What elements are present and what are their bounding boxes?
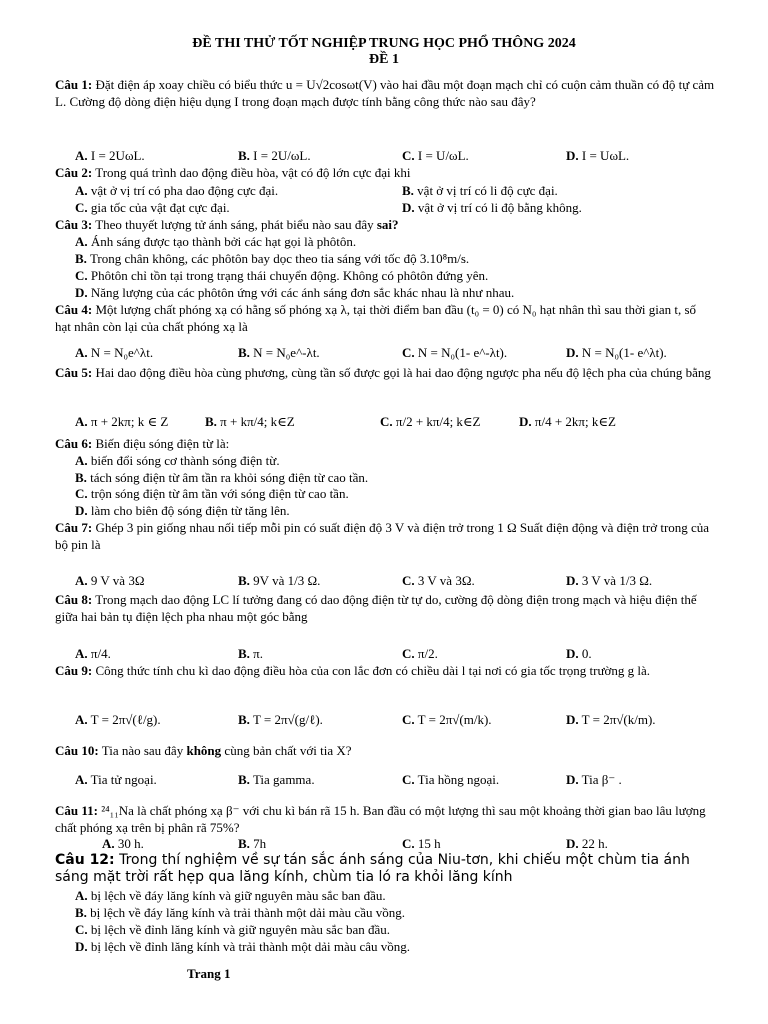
option-b[interactable]: B. π.: [238, 646, 263, 661]
option-c[interactable]: C. trộn sóng điện từ âm tần với sóng điện từ cao tần.: [75, 486, 349, 501]
option-d[interactable]: D. T = 2π√(k/m).: [566, 712, 656, 727]
question-text: Ghép 3 pin giống nhau nối tiếp mỗi pin có suất điện độ 3 V và điện trở trong 1 Ω Suất điện động và điện trở trong của bộ pin là: [55, 520, 710, 552]
option-a[interactable]: A. 9 V và 3Ω: [75, 573, 145, 588]
question-label: Câu 5:: [55, 365, 93, 380]
particle: β⁻: [225, 803, 240, 818]
option-d[interactable]: D. Năng lượng của các phôtôn ứng với các ánh sáng đơn sắc khác nhau là như nhau.: [75, 285, 515, 300]
option-a[interactable]: A. Ánh sáng được tạo thành bởi các hạt gọi là phôtôn.: [75, 234, 357, 249]
question-11: [55, 802, 715, 836]
question-text: Trong thí nghiệm về sự tán sắc ánh sáng của Niu-tơn, khi chiếu một chùm tia ánh sáng mặt trời rất hẹp qua lăng kính, chùm tia ló ra khỏi lăng kính: [55, 852, 690, 885]
option-c[interactable]: C. bị lệch về đỉnh lăng kính và giữ nguyên màu sắc ban đầu.: [75, 922, 390, 937]
option-a[interactable]: A. 30 h.: [102, 836, 144, 851]
question-text: Trong quá trình dao động điều hòa, vật có độ lớn cực đại khi: [95, 165, 411, 180]
exam-title: ĐỀ THI THỬ TỐT NGHIỆP TRUNG HỌC PHỔ THÔNG 2024: [192, 36, 576, 51]
question-text: Đặt điện áp xoay chiều có biểu thức: [95, 77, 283, 92]
page-number: Trang 1: [187, 966, 231, 981]
option-b[interactable]: B. Trong chân không, các phôtôn bay dọc theo tia sáng với tốc độ 3.10⁸m/s.: [75, 251, 470, 266]
option-c[interactable]: C. I = U/ωL.: [402, 148, 469, 163]
question-label: Câu 7:: [55, 520, 93, 535]
question-2: [55, 165, 411, 181]
question-text: với chu kì bán rã 15 h. Ban đầu có một lượng thì sau một khoảng thời gian bao lâu lượng chất phóng xạ trên bị phân rã 75%?: [55, 803, 706, 835]
option-a[interactable]: A. I = 2UωL.: [75, 148, 145, 163]
question-text: Một lượng chất phóng xạ có hằng số phóng xạ λ, tại thời điểm ban đầu (t₀ = 0) có N₀ hạt nhân thì sau thời gian t, số hạt nhân còn lại của chất phóng xạ là: [55, 302, 697, 334]
option-a[interactable]: A. N = N₀e^λt.: [75, 345, 154, 360]
option-d[interactable]: D. bị lệch về đỉnh lăng kính và trải thành một dải màu câu vồng.: [75, 939, 411, 954]
question-8: [55, 591, 715, 625]
question-label: Câu 2:: [55, 165, 93, 180]
question-label: Câu 1:: [55, 77, 93, 92]
option-c[interactable]: C. π/2 + kπ/4; k∈Z: [380, 414, 481, 429]
option-b[interactable]: B. π + kπ/4; k∈Z: [205, 414, 295, 429]
emphasis: không: [186, 743, 222, 758]
question-text: Tia nào sau đây: [101, 743, 184, 758]
option-b[interactable]: B. 9V và 1/3 Ω.: [238, 573, 321, 588]
question-label: Câu 9:: [55, 663, 93, 678]
question-label: Câu 4:: [55, 302, 93, 317]
question-5: [55, 364, 715, 381]
question-10: [55, 743, 352, 759]
option-a[interactable]: A. T = 2π√(ℓ/g).: [75, 712, 161, 727]
question-text: Biến điệu sóng điện từ là:: [95, 436, 230, 451]
option-b[interactable]: B. T = 2π√(g/ℓ).: [238, 712, 323, 727]
option-c[interactable]: C. Tia hồng ngoại.: [402, 772, 500, 787]
nuclide: ²⁴₁₁Na: [101, 803, 134, 818]
option-b[interactable]: B. vật ở vị trí có li độ cực đại.: [402, 183, 558, 198]
emphasis: sai?: [376, 217, 399, 232]
option-c[interactable]: C. π/2.: [402, 646, 438, 661]
option-a[interactable]: A. biến đổi sóng cơ thành sóng điện từ.: [75, 453, 280, 468]
question-label: Câu 11:: [55, 803, 98, 818]
option-c[interactable]: C. Phôtôn chỉ tồn tại trong trạng thái chuyển động. Không có phôtôn đứng yên.: [75, 268, 489, 283]
question-text: cùng bản chất với tia X?: [224, 743, 352, 758]
option-b[interactable]: B. I = 2U/ωL.: [238, 148, 311, 163]
option-d[interactable]: D. 3 V và 1/3 Ω.: [566, 573, 653, 588]
option-d[interactable]: D. I = UωL.: [566, 148, 630, 163]
question-label: Câu 3:: [55, 217, 93, 232]
question-1: [55, 76, 715, 110]
option-c[interactable]: C. 3 V và 3Ω.: [402, 573, 475, 588]
formula: u = U√2cosωt(V): [285, 77, 377, 92]
exam-subtitle: ĐỀ 1: [369, 52, 399, 67]
option-c[interactable]: C. gia tốc của vật đạt cực đại.: [75, 200, 230, 215]
question-6: [55, 436, 229, 452]
question-9: [55, 662, 715, 679]
question-text: Hai dao động điều hòa cùng phương, cùng tần số được gọi là hai dao động ngược pha nếu độ lệch pha của chúng bằng: [95, 365, 711, 380]
option-c[interactable]: C. T = 2π√(m/k).: [402, 712, 492, 727]
option-a[interactable]: A. bị lệch về đáy lăng kính và giữ nguyên màu sắc ban đầu.: [75, 888, 386, 903]
option-a[interactable]: A. π/4.: [75, 646, 111, 661]
question-label: Câu 6:: [55, 436, 93, 451]
question-4: [55, 301, 715, 335]
question-label: Câu 8:: [55, 592, 93, 607]
question-text: Trong mạch dao động LC lí tưởng đang có dao động điện từ tự do, cường độ dòng điện trong mạch và hiệu điện thế giữa hai bản tụ điện lệch pha nhau một góc bằng: [55, 592, 697, 624]
option-a[interactable]: A. vật ở vị trí có pha dao động cực đại.: [75, 183, 279, 198]
option-d[interactable]: D. vật ở vị trí có li độ bằng không.: [402, 200, 582, 215]
option-a[interactable]: A. Tia tử ngoại.: [75, 772, 157, 787]
question-text: vào hai đầu một đoạn mạch chỉ có cuộn cảm thuần có độ tự cảm L. Cường độ dòng điện hiệu dụng I trong đoạn mạch được tính bằng công thức nào sau đây?: [55, 77, 715, 109]
option-b[interactable]: B. N = N₀e^-λt.: [238, 345, 320, 360]
option-d[interactable]: D. làm cho biên độ sóng điện từ tăng lên.: [75, 503, 290, 518]
option-d[interactable]: D. 22 h.: [566, 836, 608, 851]
question-label: Câu 12:: [55, 852, 115, 868]
option-b[interactable]: B. Tia gamma.: [238, 772, 315, 787]
option-c[interactable]: C. 15 h: [402, 836, 441, 851]
question-text: Công thức tính chu kì dao động điều hòa của con lắc đơn có chiều dài l tại nơi có gia tốc trọng trường g là.: [95, 663, 651, 678]
option-d[interactable]: D. π/4 + 2kπ; k∈Z: [519, 414, 616, 429]
option-a[interactable]: A. π + 2kπ; k ∈ Z: [75, 414, 169, 429]
question-12: [55, 852, 715, 886]
option-b[interactable]: B. bị lệch về đáy lăng kính và trải thành một dải màu cầu vồng.: [75, 905, 405, 920]
question-label: Câu 10:: [55, 743, 99, 758]
option-b[interactable]: B. 7h: [238, 836, 267, 851]
question-3: [55, 217, 399, 233]
option-d[interactable]: D. Tia β⁻ .: [566, 772, 622, 787]
option-d[interactable]: D. 0.: [566, 646, 592, 661]
question-7: [55, 519, 715, 553]
question-text: Theo thuyết lượng tử ánh sáng, phát biểu nào sau đây: [95, 217, 374, 232]
question-text: là chất phóng xạ: [137, 803, 223, 818]
option-b[interactable]: B. tách sóng điện từ âm tần ra khỏi sóng điện từ cao tần.: [75, 470, 369, 485]
option-c[interactable]: C. N = N₀(1- e^-λt).: [402, 345, 508, 360]
option-d[interactable]: D. N = N₀(1- e^λt).: [566, 345, 667, 360]
